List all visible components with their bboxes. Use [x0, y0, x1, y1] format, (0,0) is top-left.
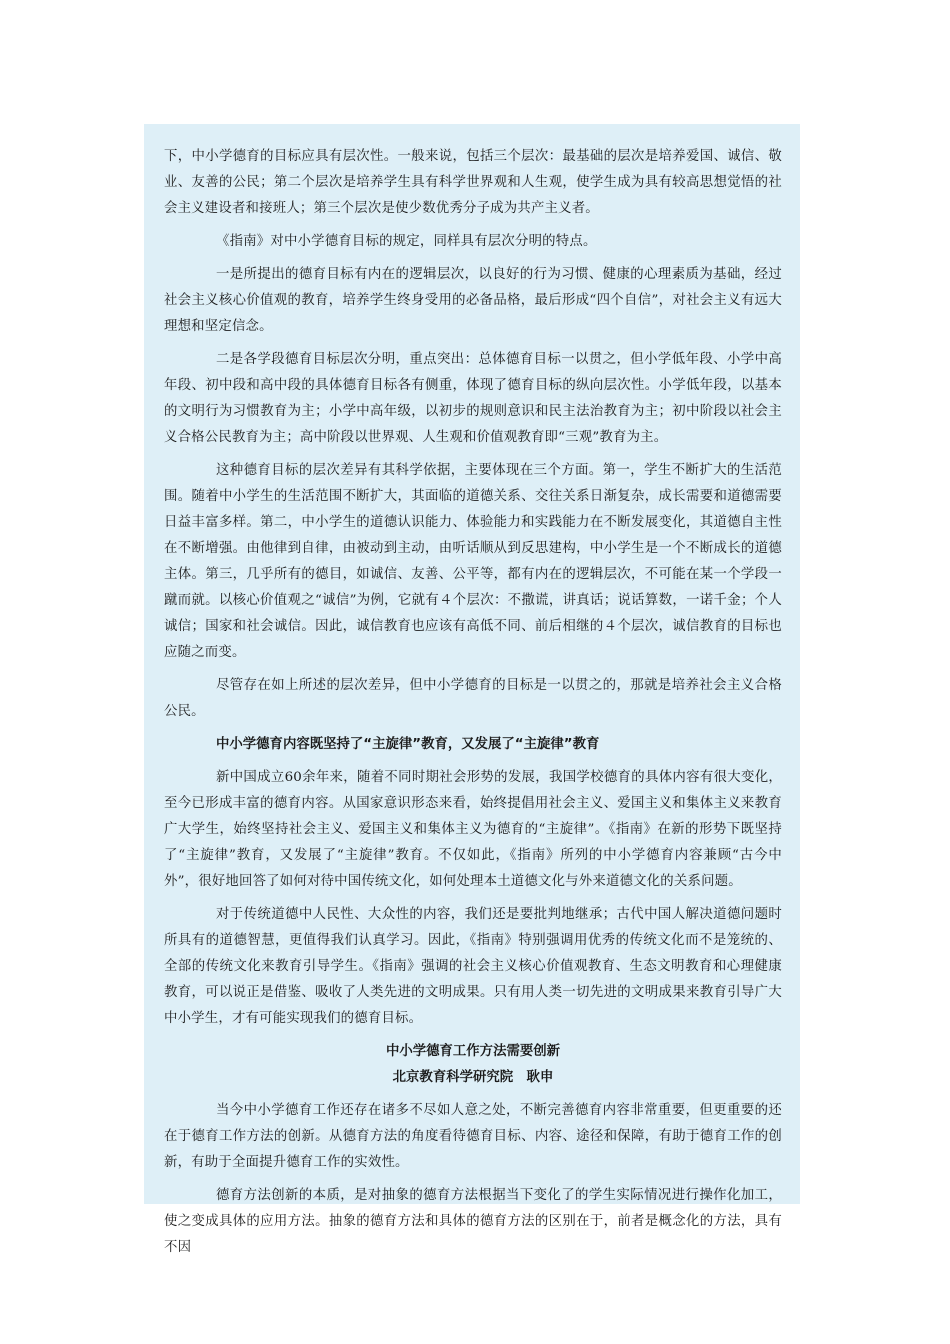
paragraph-3: 一是所提出的德育目标有内在的逻辑层次，以良好的行为习惯、健康的心理素质为基础，经过社会主义核心价值观的教育，培养学生终身受用的必备品格，最后形成“四个自信”，对社会主义有远大理想和坚定信念。 [164, 267, 782, 334]
article-panel [144, 124, 800, 1255]
paragraph-6: 尽管存在如上所述的层次差异，但中小学德育的目标是一以贯之的，那就是培养社会主义合格公民。 [164, 678, 782, 719]
paragraph-8: 对于传统道德中人民性、大众性的内容，我们还是要批判地继承；古代中国人解决道德问题时所具有的道德智慧，更值得我们认真学习。因此，《指南》特别强调用优秀的传统文化而不是笼统的、全部的传统文化来教育引导学生。《指南》强调的社会主义核心价值观教育、生态文明教育和心理健康教育，可以说正是借鉴、吸收了人类先进的文明成果。只有用人类一切先进的文明成果来教育引导广大中小学生，才有可能实现我们的德育目标。 [164, 907, 782, 1026]
paragraph-10: 德育方法创新的本质，是对抽象的德育方法根据当下变化了的学生实际情况进行操作化加工，使之变成具体的应用方法。抽象的德育方法和具体的德育方法的区别在于，前者是概念化的方法，具有不因 [164, 1188, 782, 1255]
paragraph-5: 这种德育目标的层次差异有其科学依据，主要体现在三个方面。第一，学生不断扩大的生活范围。随着中小学生的生活范围不断扩大，其面临的道德关系、交往关系日渐复杂，成长需要和道德需要日益丰富多样。第二，中小学生的道德认识能力、体验能力和实践能力在不断发展变化，其道德自主性在不断增强。由他律到自律，由被动到主动，由听话顺从到反思建构，中小学生是一个不断成长的道德主体。第三，几乎所有的德目，如诚信、友善、公平等，都有内在的逻辑层次，不可能在某一个学段一蹴而就。以核心价值观之“诚信”为例，它就有４个层次：不撒谎，讲真话；说话算数，一诺千金；个人诚信；国家和社会诚信。因此，诚信教育也应该有高低不同、前后相继的４个层次，诚信教育的目标也应随之而变。 [164, 463, 782, 660]
paragraph-2: 《指南》对中小学德育目标的规定，同样具有层次分明的特点。 [216, 234, 597, 249]
paragraph-9: 当今中小学德育工作还存在诸多不尽如人意之处，不断完善德育内容非常重要，但更重要的还在于德育工作方法的创新。从德育方法的角度看待德育目标、内容、途径和保障，有助于德育工作的创新，有助于全面提升德育工作的实效性。 [164, 1103, 782, 1170]
section-heading-content: 中小学德育内容既坚持了“主旋律”教育，又发展了“主旋律”教育 [216, 737, 600, 752]
paragraph-4: 二是各学段德育目标层次分明，重点突出：总体德育目标一以贯之，但小学低年段、小学中高年段、初中段和高中段的具体德育目标各有侧重，体现了德育目标的纵向层次性。小学低年段，以基本的文明行为习惯教育为主；小学中高年级，以初步的规则意识和民主法治教育为主；初中阶段以社会主义合格公民教育为主；高中阶段以世界观、人生观和价值观教育即“三观”教育为主。 [164, 352, 782, 445]
author-line: 北京教育科学研究院 耿申 [392, 1070, 554, 1085]
paragraph-7: 新中国成立60余年来，随着不同时期社会形势的发展，我国学校德育的具体内容有很大变化，至今已形成丰富的德育内容。从国家意识形态来看，始终提倡用社会主义、爱国主义和集体主义来教育广大学生，始终坚持社会主义、爱国主义和集体主义为德育的“主旋律”。《指南》在新的形势下既坚持了“主旋律”教育，又发展了“主旋律”教育。不仅如此，《指南》所列的中小学德育内容兼顾“古今中外”，很好地回答了如何对待中国传统文化，如何处理本土道德文化与外来道德文化的关系问题。 [164, 770, 782, 889]
section-heading-method: 中小学德育工作方法需要创新 [385, 1044, 561, 1059]
paragraph-1: 下，中小学德育的目标应具有层次性。一般来说，包括三个层次：最基础的层次是培养爱国、诚信、敬业、友善的公民；第二个层次是培养学生具有科学世界观和人生观，使学生成为具有较高思想觉悟的社会主义建设者和接班人；第三个层次是使少数优秀分子成为共产主义者。 [164, 149, 782, 216]
